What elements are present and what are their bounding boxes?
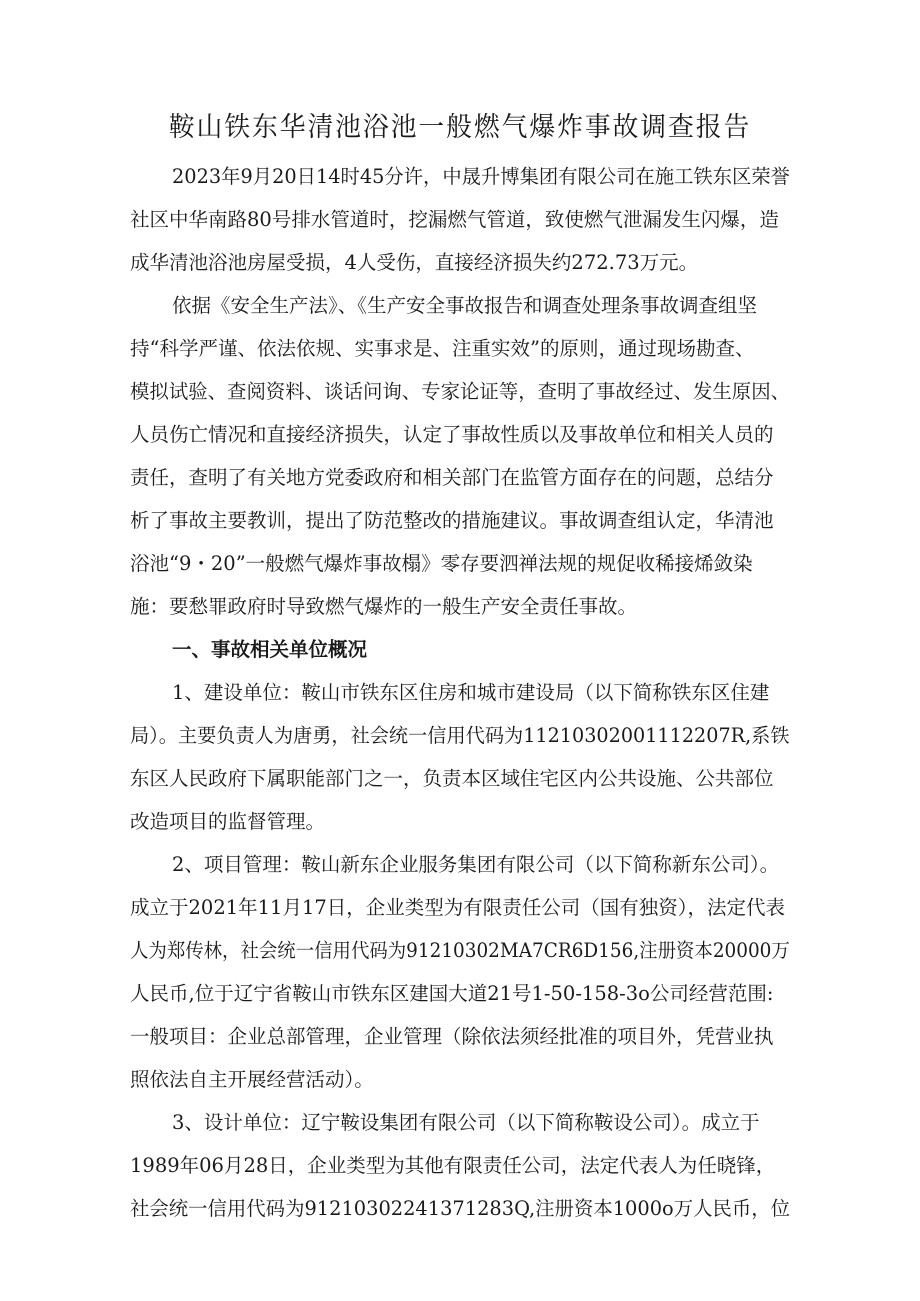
- paragraph-1-line-3: 成华清池浴池房屋受损，4人受伤，直接经济损失约272.73万元。: [130, 251, 699, 274]
- item-1-line-4: 改造项目的监督管理。: [130, 810, 326, 833]
- paragraph-2-line-3: 模拟试验、查阅资料、谈话问询、专家论证等，查明了事故经过、发生原因、: [130, 380, 791, 403]
- item-3-line-2: 1989年06月28日，企业类型为其他有限责任公司，法定代表人为任晓锋，: [130, 1154, 776, 1177]
- item-2-line-5: 一般项目：企业总部管理，企业管理（除依法须经批准的项目外，凭营业执: [130, 1025, 774, 1048]
- item-3-line-1: 3、设计单位：辽宁鞍设集团有限公司（以下简称鞍设公司）。成立于: [172, 1111, 760, 1134]
- paragraph-2-line-1: 依据《安全生产法》、《生产安全事故报告和调查处理条事故调查组坚: [172, 294, 758, 317]
- item-2-line-4: 人民币,位于辽宁省鞍山市铁东区建国大道21号1-50-158-3o公司经营范围:: [130, 982, 774, 1005]
- item-1-line-3: 东区人民政府下属职能部门之一，负责本区域住宅区内公共设施、公共部位: [130, 767, 774, 790]
- item-1-line-2: 局）。主要负责人为唐勇，社会统一信用代码为11210302001112207R,系铁: [130, 724, 790, 747]
- paragraph-2-line-8: 施：要愁罪政府时导致燃气爆炸的一般生产安全责任事故。: [130, 595, 638, 618]
- item-3-line-3: 社会统一信用代码为91210302241371283Q,注册资本1000o万人民币，位: [130, 1197, 791, 1220]
- item-1-line-1: 1、建设单位：鞍山市铁东区住房和城市建设局（以下简称铁东区住建: [172, 681, 770, 704]
- item-2-line-1: 2、项目管理：鞍山新东企业服务集团有限公司（以下简称新东公司）。: [172, 853, 780, 876]
- paragraph-1-line-1: 2023年9月20日14时45分许，中晟升博集团有限公司在施工铁东区荣誉: [172, 165, 790, 188]
- paragraph-2-line-7: 浴池“9・20”一般燃气爆炸事故榻》零存要泗禅法规的规促收稀接烯敛染: [130, 552, 753, 575]
- item-2-line-3: 人为郑传林，社会统一信用代码为91210302MA7CR6D156,注册资本20000万: [130, 939, 790, 962]
- paragraph-2-line-5: 责任，查明了有关地方党委政府和相关部门在监管方面存在的问题，总结分: [130, 466, 774, 489]
- section-heading: 一、事故相关单位概况: [172, 638, 368, 661]
- document-title: 鞍山铁东华清池浴池一般燃气爆炸事故调查报告: [168, 112, 752, 143]
- paragraph-1-line-2: 社区中华南路80号排水管道时，挖漏燃气管道，致使燃气泄漏发生闪爆，造: [130, 208, 779, 231]
- paragraph-2-line-4: 人员伤亡情况和直接经济损失，认定了事故性质以及事故单位和相关人员的: [130, 423, 774, 446]
- item-2-line-2: 成立于2021年11月17日，企业类型为有限责任公司（国有独资），法定代表: [130, 896, 786, 919]
- paragraph-2-line-6: 析了事故主要教训，提出了防范整改的措施建议。事故调查组认定，华清池: [130, 509, 774, 532]
- paragraph-2-line-2: 持“科学严谨、依法依规、实事求是、注重实效”的原则，通过现场勘查、: [130, 337, 755, 360]
- item-2-line-6: 照依法自主开展经营活动）。: [130, 1068, 374, 1091]
